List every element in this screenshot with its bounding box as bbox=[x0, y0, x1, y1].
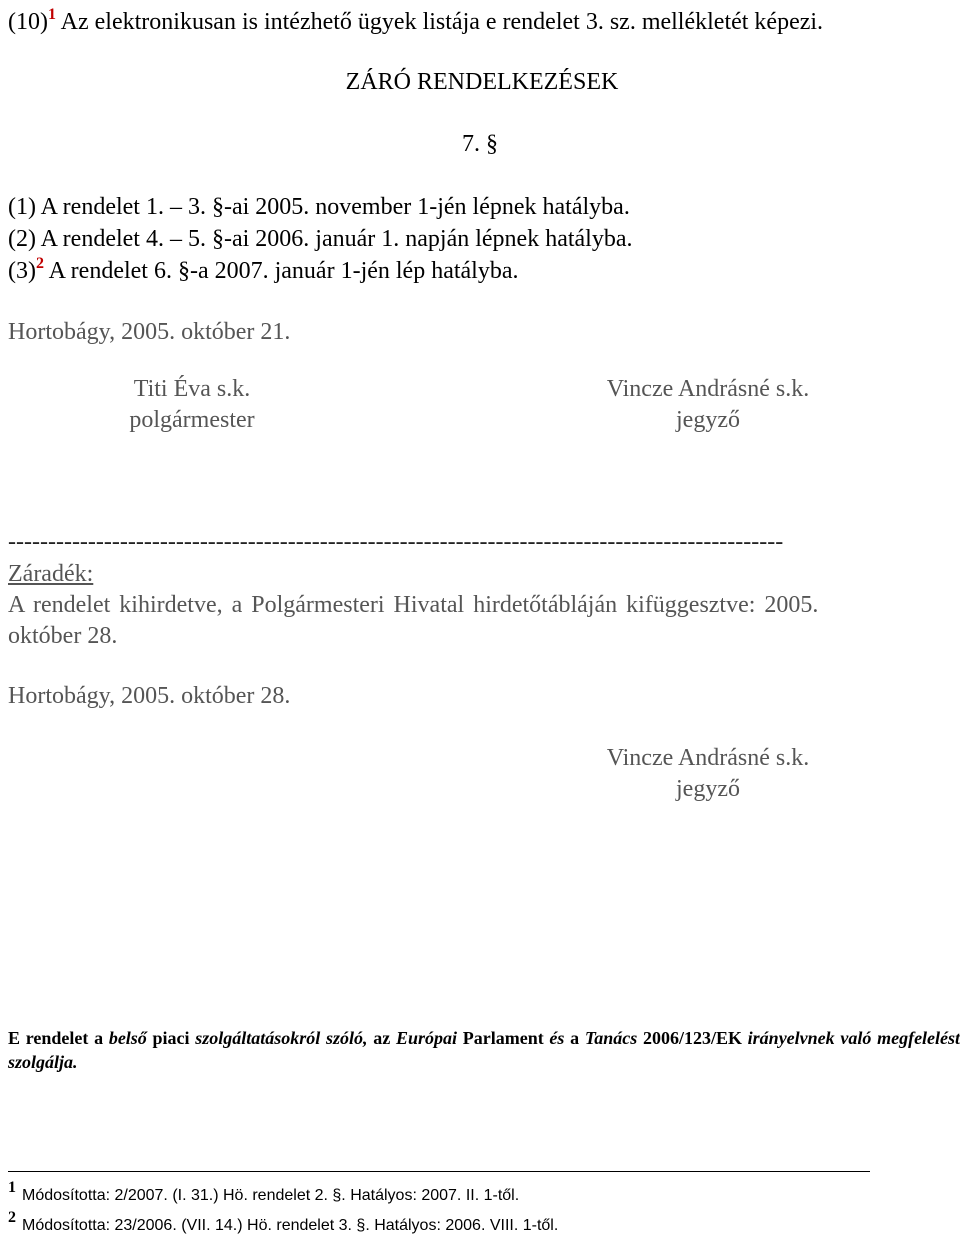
footnote-1: 1 Módosította: 2/2007. (I. 31.) Hö. rendelet 2. §. Hatályos: 2007. II. 1-től. bbox=[8, 1179, 520, 1204]
summary-text: belső bbox=[108, 1028, 147, 1048]
summary-text: piaci bbox=[152, 1028, 190, 1048]
summary-text: Európai bbox=[395, 1028, 457, 1048]
summary-text: a bbox=[570, 1028, 580, 1048]
provision-text: A rendelet 4. – 5. §-ai 2006. január 1. napján lépnek hatályba. bbox=[40, 226, 633, 252]
provision-text: A rendelet 1. – 3. §-ai 2005. november 1-jén lépnek hatályba. bbox=[40, 194, 630, 220]
clause-text-line2: október 28. bbox=[8, 623, 118, 649]
place-date-2: Hortobágy, 2005. október 28. bbox=[8, 683, 291, 709]
footnote-separator bbox=[8, 1171, 870, 1172]
summary-text: Parlament bbox=[462, 1028, 544, 1048]
signature-right-title: jegyző bbox=[676, 407, 740, 433]
provision-1 bbox=[8, 193, 630, 221]
provision-number: (1) bbox=[8, 194, 36, 220]
signature-right-name: Vincze Andrásné s.k. bbox=[606, 376, 810, 402]
paragraph-text: Az elektronikusan is intézhető ügyek listája e rendelet 3. sz. mellékletét képezi. bbox=[60, 9, 824, 35]
provision-number: (2) bbox=[8, 226, 36, 252]
summary-paragraph bbox=[8, 1026, 960, 1074]
summary-text: az bbox=[373, 1028, 391, 1048]
footnote-text: Módosította: 23/2006. (VII. 14.) Hö. rendelet 3. §. Hatályos: 2006. VIII. 1-től. bbox=[22, 1217, 559, 1234]
summary-text: szolgáltatásokról szóló, bbox=[195, 1028, 368, 1048]
summary-text: irányelvnek való megfelelést szolgálja. bbox=[8, 1028, 960, 1072]
signature-left-name: Titi Éva s.k. bbox=[133, 376, 251, 402]
summary-text: 2006/123/EK bbox=[642, 1028, 742, 1048]
signature-2-name: Vincze Andrásné s.k. bbox=[606, 745, 810, 771]
provision-number: (3) bbox=[8, 258, 36, 284]
clause-label: Záradék: bbox=[8, 561, 94, 587]
place-date: Hortobágy, 2005. október 21. bbox=[8, 319, 291, 345]
separator-line: ------------------------------------------------------------------------------------------------- bbox=[8, 529, 784, 555]
footnote-2: 2 Módosította: 23/2006. (VII. 14.) Hö. rendelet 3. §. Hatályos: 2006. VIII. 1-től. bbox=[8, 1209, 559, 1234]
footnote-text: Módosította: 2/2007. (I. 31.) Hö. rendelet 2. §. Hatályos: 2007. II. 1-től. bbox=[22, 1187, 520, 1204]
signature-left-title: polgármester bbox=[129, 407, 255, 433]
summary-text: Tanács bbox=[584, 1028, 638, 1048]
summary-text: és bbox=[549, 1028, 565, 1048]
top-paragraph bbox=[8, 8, 823, 36]
summary-text: E rendelet a bbox=[8, 1028, 104, 1048]
clause-text-line1: A rendelet kihirdetve, a Polgármesteri Hivatal hirdetőtábláján kifüggesztve: 2005. bbox=[8, 592, 819, 618]
footnote-ref[interactable]: 1 bbox=[47, 6, 56, 23]
footnote-ref[interactable]: 2 bbox=[35, 255, 44, 272]
provision-text: A rendelet 6. §-a 2007. január 1-jén lép hatályba. bbox=[48, 258, 519, 284]
provision-3 bbox=[8, 257, 519, 285]
provision-2 bbox=[8, 225, 632, 253]
paragraph-number-heading: 7. § bbox=[462, 131, 498, 157]
section-heading: ZÁRÓ RENDELKEZÉSEK bbox=[345, 69, 619, 95]
paragraph-number: (10) bbox=[8, 9, 48, 35]
signature-2-title: jegyző bbox=[676, 776, 740, 802]
